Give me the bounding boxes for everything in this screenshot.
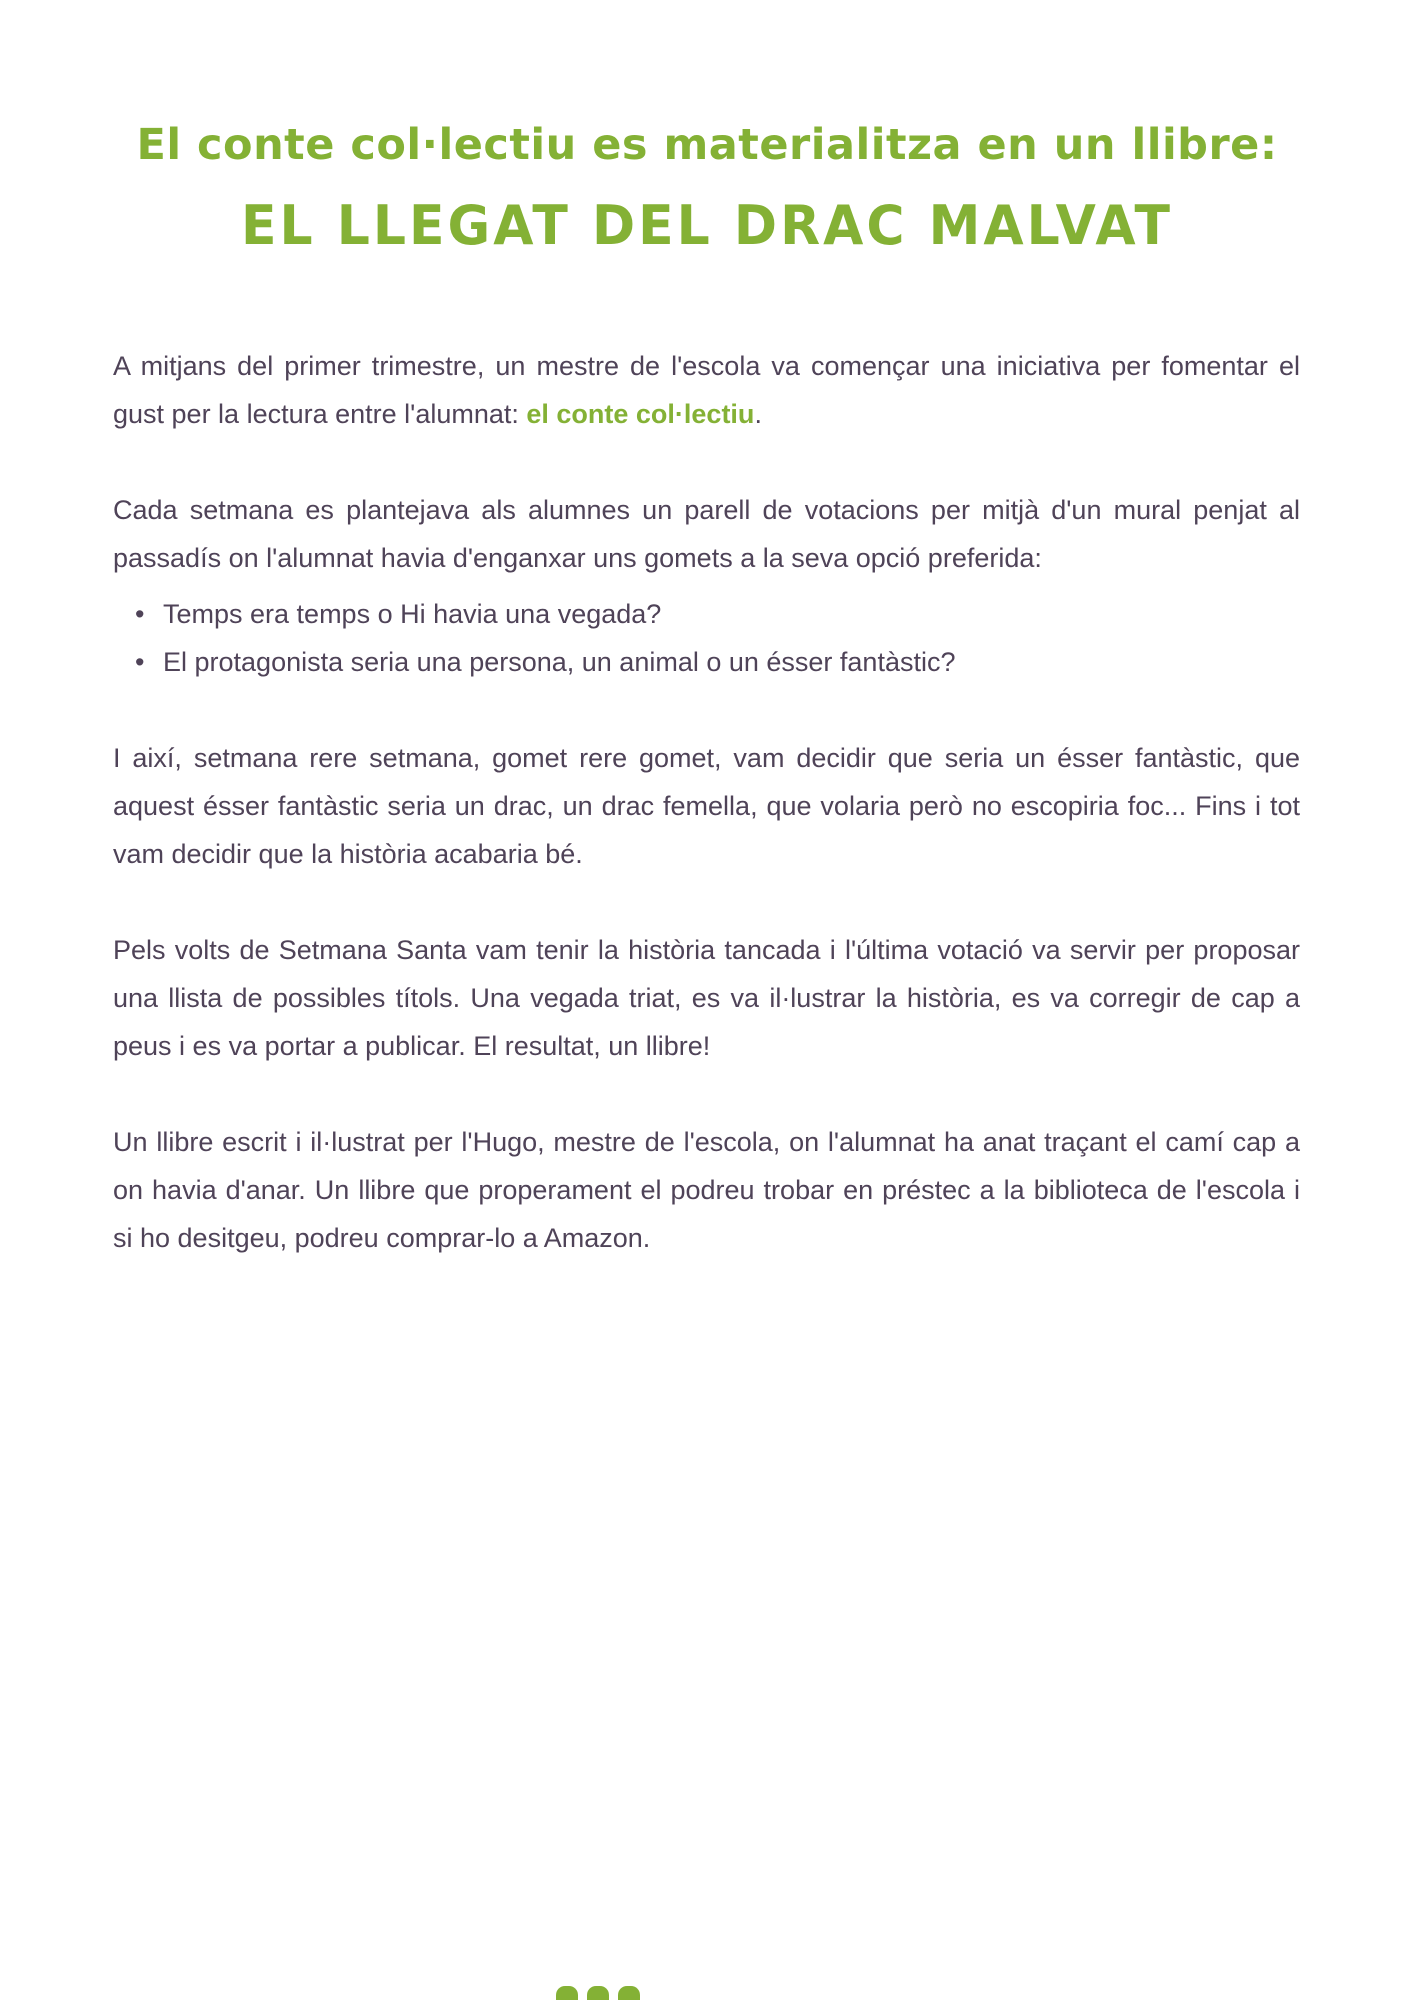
cutoff-shape [618,1986,640,2000]
list-item: • Temps era temps o Hi havia una vegada? [133,590,1300,638]
paragraph-intro [113,342,1300,438]
paragraph-decisions: I així, setmana rere setmana, gomet rere gomet, vam decidir que seria un ésser fantàstic, que aquest ésser fantàstic seria un drac, un drac femella, que volaria però no escopiria foc... Fins i tot vam decidir que la història acabaria bé. [113,743,1300,869]
list-item: • El protagonista seria una persona, un animal o un ésser fantàstic? [133,638,1300,686]
cutoff-shape [556,1986,578,2000]
paragraph-votacions: Cada setmana es plantejava als alumnes un parell de votacions per mitjà d'un mural penjat al passadís on l'alumnat havia d'enganxar uns gomets a la seva opció preferida: [113,495,1300,573]
highlight-el-conte-collectiu: el conte col·lectiu [526,399,755,429]
page-subtitle: EL LLEGAT DEL DRAC MALVAT [240,194,1173,258]
paragraph-intro-period: . [754,399,762,429]
page-title: El conte col·lectiu es materialitza en un llibre: [136,120,1278,170]
paragraph-setmana-santa: Pels volts de Setmana Santa vam tenir la història tancada i l'última votació va servir per proposar una llista de possibles títols. Una vegada triat, es va il·lustrar la història, es va corregir de cap a peus i es va portar a publicar. El resultat, un llibre! [113,935,1300,1061]
bullet-list [133,590,1300,686]
cutoff-green-graphic [556,1986,640,2000]
cutoff-shape [587,1986,609,2000]
article-body [113,342,1300,1262]
paragraph-llibre-amazon: Un llibre escrit i il·lustrat per l'Hugo, mestre de l'escola, on l'alumnat ha anat traçant el camí cap a on havia d'anar. Un llibre que properament el podreu trobar en préstec a la biblioteca de l'escola i si ho desitgeu, podreu comprar-lo a Amazon. [113,1127,1300,1253]
paragraph-intro-text: A mitjans del primer trimestre, un mestre de l'escola va començar una iniciativa per fomentar el gust per la lectura entre l'alumnat: [113,351,1300,429]
